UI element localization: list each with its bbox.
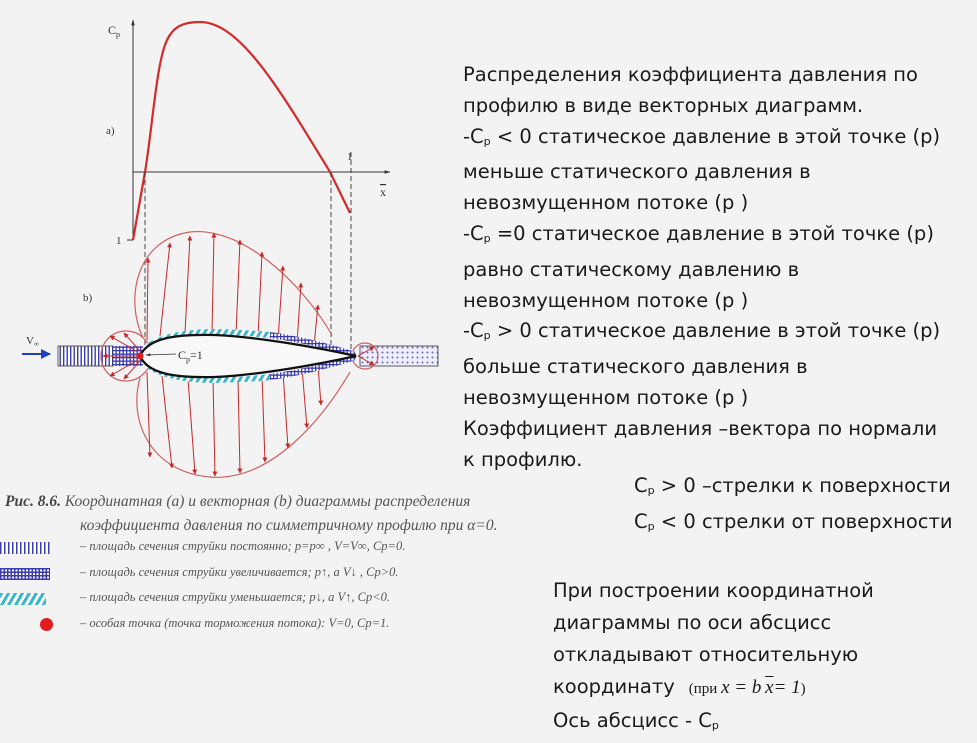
text-fragment: > 0 статическое давление в этой точке (p) <box>490 319 941 343</box>
text-fragment: C <box>634 474 648 497</box>
caption-text: Координатная (а) и векторная (b) диаграммы распределения <box>64 493 471 510</box>
explanation-text <box>463 60 973 475</box>
text-fragment: -C <box>463 124 484 148</box>
airfoil-profile <box>140 335 356 377</box>
text-line: невозмущенном потоке (p ) <box>463 385 749 409</box>
pressure-vector-arrow <box>278 266 283 340</box>
legend-text: – площадь сечения струйки увеличивается; p↑, a V↓ , Cp>0. <box>80 564 399 579</box>
text-line <box>463 122 973 158</box>
cp-negative-note <box>634 507 953 543</box>
pressure-vector-arrow <box>160 243 170 336</box>
text-fragment: > 0 –стрелки к поверхности <box>654 474 951 497</box>
caption-line: коэффициента давления по симметричному профилю при α=0. <box>80 517 498 534</box>
text-line <box>463 219 973 255</box>
subscript: p <box>711 719 719 732</box>
figure-number: Рис. 8.6. <box>5 493 61 510</box>
cp-positive-note <box>634 471 953 507</box>
text-line: При построении координатной <box>553 579 874 602</box>
pressure-vector-arrow <box>236 240 240 334</box>
stagnation-point <box>137 353 144 360</box>
figure-caption <box>5 490 498 538</box>
pressure-vector-arrow <box>188 379 195 474</box>
text-fragment: Ось абсцисс - C <box>553 709 712 732</box>
text-line: невозмущенном потоке (p ) <box>463 288 749 312</box>
label-a: a) <box>106 125 115 137</box>
abscissa-note <box>553 575 874 742</box>
text-line: равно статическому давлению в <box>463 257 800 281</box>
text-line: диаграммы по оси абсцисс <box>553 611 832 634</box>
text-line <box>553 705 874 742</box>
freestream-label: V∞ <box>26 335 39 348</box>
pressure-vector-arrow <box>213 379 215 476</box>
subscript: p <box>483 329 491 343</box>
formula <box>688 677 806 698</box>
legend-text: – площадь сечения струйки уменьшается; p↓, a V↑, Cp<0. <box>80 590 391 604</box>
subscript: p <box>647 519 655 533</box>
pressure-vector-arrow <box>238 378 240 473</box>
text-line: к профилю. <box>463 447 583 471</box>
vertical-hatch-swatch <box>0 542 50 554</box>
caption-line <box>5 490 498 514</box>
text-line: откладывают относительную <box>553 643 859 666</box>
text-fragment: координату <box>553 675 675 698</box>
text-line: Коэффициент давления –вектора по нормали <box>463 416 938 440</box>
x-tick-one-label: 1 <box>347 151 353 163</box>
pressure-vector-arrow <box>318 365 321 405</box>
legend-text: – особая точка (точка торможения потока): V=0, Cp=1. <box>80 615 390 630</box>
formula-close: ) <box>800 681 806 697</box>
text-fragment: -C <box>463 319 484 343</box>
pressure-coefficient-diagram <box>0 0 450 485</box>
cp-arrow-notes <box>634 471 953 542</box>
legend-text: – площадь сечения струйки постоянно; p=p∞ , V=V∞, Cp=0. <box>80 539 406 553</box>
text-line <box>463 316 973 352</box>
text-line: больше статического давления в <box>463 355 808 379</box>
subscript: p <box>483 134 491 148</box>
text-line: невозмущенном потоке (p ) <box>463 191 749 215</box>
pressure-vector-arrow <box>162 376 172 468</box>
y-axis-label: $C_p$ <box>108 23 121 39</box>
text-fragment: < 0 стрелки от поверхности <box>654 509 953 533</box>
cp-curve <box>133 22 350 240</box>
text-line: меньше статического давления в <box>463 160 811 184</box>
wake-tube <box>360 346 438 366</box>
label-b: b) <box>83 292 93 304</box>
pressure-vector-arrow <box>302 368 307 428</box>
text-fragment: C <box>634 509 648 533</box>
pressure-vector-arrow <box>258 252 262 337</box>
pressure-vector-arrow <box>297 283 301 343</box>
subscript: p <box>647 484 655 497</box>
formula-xbar: $\overline{x}$ <box>765 677 774 698</box>
text-fragment: < 0 статическое давление в этой точке (p) <box>490 124 941 148</box>
subscript: p <box>483 231 491 245</box>
diagonal-hatch-swatch <box>0 593 46 605</box>
pressure-vector-arrow <box>147 372 150 457</box>
grid-hatch-swatch <box>0 568 50 580</box>
red-dot-icon <box>40 618 53 631</box>
pressure-vector-arrow <box>185 236 190 333</box>
lower-vector-envelope <box>137 372 350 477</box>
upper-vector-envelope <box>135 232 332 338</box>
x-axis-label: x <box>380 185 386 199</box>
text-line: Распределения коэффициента давления по <box>463 63 918 86</box>
pressure-vector-arrow <box>212 233 214 333</box>
formula-open: (при <box>688 681 718 697</box>
text-fragment: -C <box>463 221 484 245</box>
text-line: профилю в виде векторных диаграмм. <box>463 93 864 117</box>
pressure-vector-arrow <box>147 258 148 340</box>
pressure-vector-arrow <box>283 372 288 448</box>
y-tick-one-label: 1 <box>116 235 122 247</box>
formula-end: = 1 <box>773 677 801 698</box>
stagnation-label: $C_p=1$ <box>178 348 203 364</box>
formula-x: x = b <box>721 677 762 698</box>
pressure-vector-arrow <box>262 375 265 462</box>
text-fragment: =0 статическое давление в этой точке (p) <box>490 221 934 245</box>
text-line <box>553 671 874 705</box>
